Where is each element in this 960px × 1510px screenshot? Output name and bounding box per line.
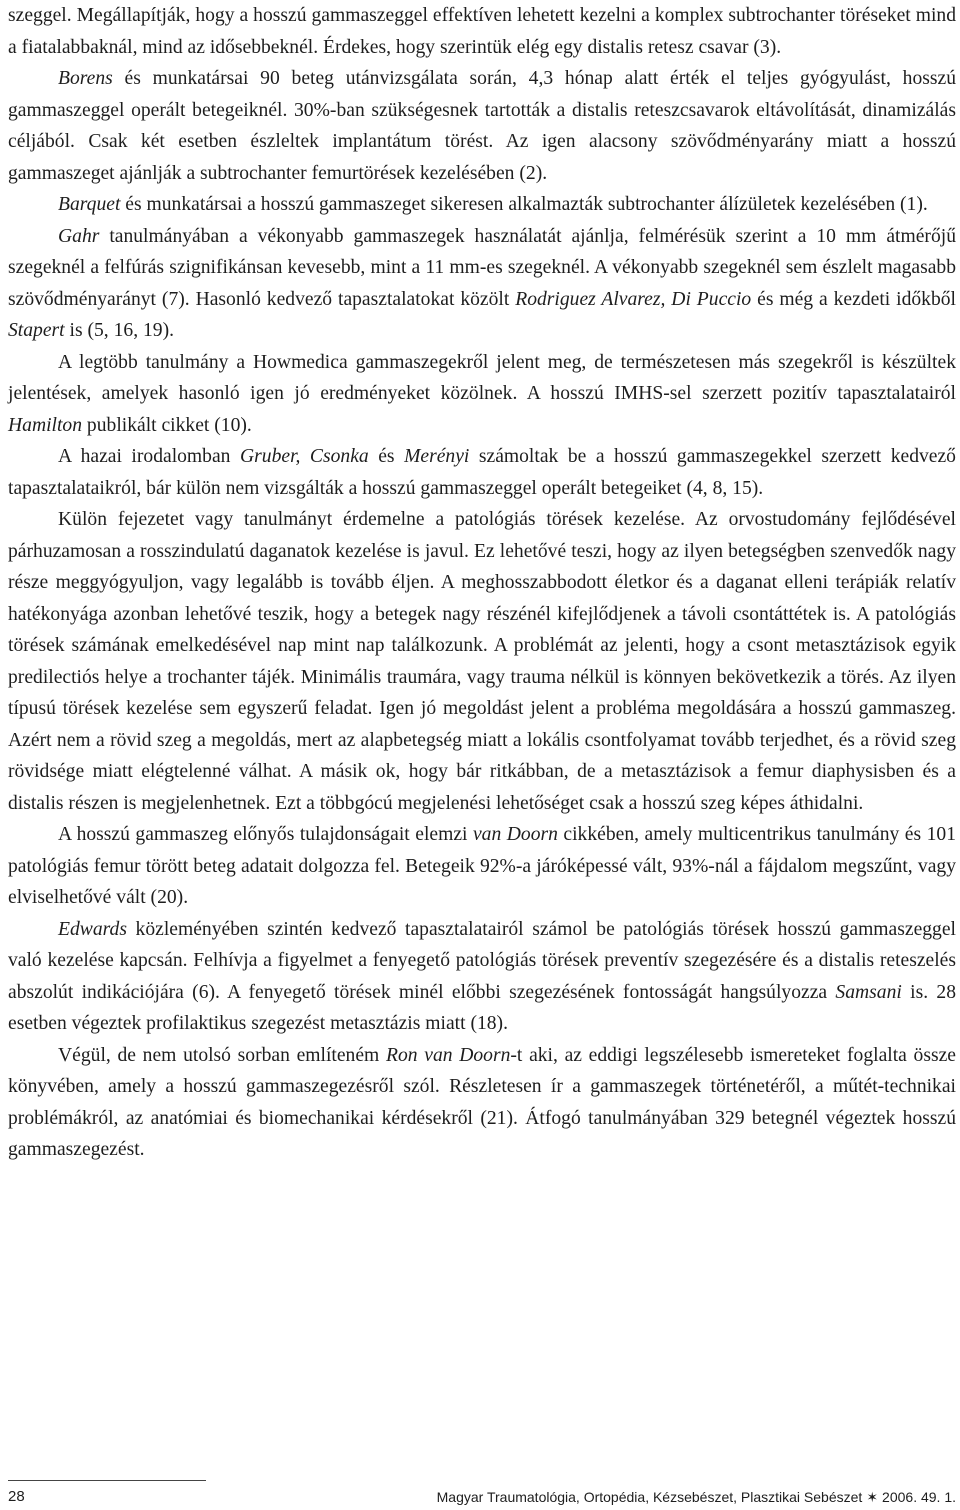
text-run: és (368, 446, 405, 467)
text-run: tanulmányában a vékonyabb gammaszegek használatát ajánlja, felmérésük szerint a 10 mm átmérőjű szegeknél a felfúrás szignifikánsan kevesebb, mint a 11 mm-es szegeknél. A vékonyabb szegeknél sem észlelt magasabb szövődményarányt (7). Hasonló kedvező tapasztalatokat közölt (8, 225, 956, 310)
paragraph (8, 819, 956, 914)
article-body (8, 0, 956, 1166)
paragraph (8, 1040, 956, 1166)
text-run: A hazai irodalomban (58, 446, 240, 467)
text-run: cikkében, amely multicentrikus tanulmány és 101 patológiás femur törött beteg adatait dolgozza fel. Betegeik 92%-a járóképessé vált, 93%-nál a fájdalom megszűnt, vagy elviselhetővé vált (20). (8, 824, 957, 908)
star-separator-icon: ✶ (866, 1489, 879, 1505)
paragraph (8, 914, 956, 1040)
article-paragraphs (8, 0, 956, 1166)
author-name: van Doorn (472, 824, 558, 845)
paragraph (8, 189, 956, 221)
text-run: -t aki, az eddigi legszélesebb ismereteket foglalta össze könyvében, amely a hosszú gammaszegezésről szól. Részletesen ír a gammaszegek történetéről, a műtét-technikai problémákról, az anatómiai és biomechanikai kérdésekről (21). Átfogó tanulmányában 329 betegnél végeztek hosszú gammaszegezést. (8, 1044, 957, 1160)
text-run: is. 28 esetben végeztek profilaktikus szegezést metasztázis miatt (18). (8, 981, 957, 1034)
text-run: és munkatársai a hosszú gammaszeget sikeresen alkalmazták subtrochanter álízületek kezelésében (1). (120, 194, 928, 215)
author-name: Ron van Doorn (386, 1044, 511, 1066)
author-name: Stapert (8, 320, 65, 341)
text-run: A legtöbb tanulmány a Howmedica gammaszegekről jelent meg, de természetesen más szegekről is készültek jelentések, amelyek hasonló igen jó eredményeket közölnek. A hosszú IMHS-sel szerzett pozitív tapasztalatairól (8, 351, 956, 404)
text-run: számoltak be a hosszú gammaszegekkel szerzett kedvező tapasztalataikról, bár külön nem vizsgálták a hosszú gammaszeggel operált betegeiket (4, 8, 15). (8, 446, 956, 499)
text-run: A hosszú gammaszeg előnyős tulajdonságait elemzi (58, 824, 473, 845)
paragraph (8, 221, 956, 347)
paragraph (8, 347, 956, 442)
journal-title: Magyar Traumatológia, Ortopédia, Kézsebészet, Plasztikai Sebészet (436, 1489, 863, 1505)
paragraph (8, 441, 956, 504)
paragraph (8, 504, 956, 819)
page-number: 28 (8, 1488, 25, 1505)
paragraph (8, 63, 956, 189)
journal-issue: 2006. 49. 1. (882, 1489, 956, 1505)
text-run: Végül, de nem utolsó sorban említeném (58, 1044, 386, 1066)
text-run: szeggel. Megállapítják, hogy a hosszú gammaszeggel effektíven lehetett kezelni a komplex subtrochanter töréseket mind a fiatalabbaknál, mind az idősebbeknél. Érdekes, hogy szerintük elég egy distalis retesz csavar (3). (8, 5, 956, 58)
text-run: közleményében szintén kedvező tapasztalatairól számol be patológiás törések hosszú gammaszeggel való kezelése kapcsán. Felhívja a figyelmet a fenyegető patológiás törések preventív szegezésére és a distalis reteszelés abszolút indikációjára (6). A fenyegető törések minél előbbi szegezésének fontosságát hangsúlyozza (8, 918, 956, 1003)
text-run: is (5, 16, 19). (64, 320, 175, 341)
author-name: Borens (58, 68, 113, 89)
author-name: Gahr (58, 225, 100, 247)
author-name: Edwards (58, 918, 127, 940)
text-run: és munkatársai 90 beteg utánvizsgálata során, 4,3 hónap alatt érték el teljes gyógyulást, hosszú gammaszeggel operált betegeiknél. 30%-ban szükségesnek tartották a distalis reteszcsavarok eltávolítását, dinamizálás céljából. Csak két esetben észleltek implantátum törést. Az igen alacsony szövődményarány miatt a hosszú gammaszeget ajánlják a subtrochanter femurtörések kezelésében (2). (8, 68, 956, 184)
footer-divider (8, 1480, 206, 1481)
author-name: Rodriguez Alvarez, Di Puccio (515, 288, 752, 310)
author-name: Hamilton (8, 414, 83, 436)
author-name: Merényi (404, 446, 470, 467)
author-name: Gruber, Csonka (240, 446, 369, 467)
author-name: Samsani (835, 981, 902, 1003)
page-footer (8, 1488, 956, 1508)
text-run: és még a kezdeti időkből (751, 288, 956, 310)
text-run: Külön fejezetet vagy tanulmányt érdemelne a patológiás törések kezelése. Az orvostudomány fejlődésével párhuzamosan a rosszindulatú daganatok kezelése is javul. Ez lehetővé teszi, hogy az ilyen betegségben szenvedők nagy része meggyógyuljon, vagy legalább is tovább éljen. A meghosszabbodott életkor és a daganat elleni terápiák relatív hatékonyága azonban lehetővé teszik, hogy a betegek nagy részénél kifejlődjenek a távoli csontáttétek is. A patológiás törések számának emelkedésével nap mint nap találkozunk. A problémát az jelenti, hogy a csont metasztázisok egyik predilectiós helye a trochanter tájék. Minimális traumára, vagy trauma nélkül is könnyen bekövetkezik a törés. Az ilyen típusú törések kezelése sem egyszerű feladat. Igen jó megoldást jelent a probléma megoldására a hosszú gammaszeg. Azért nem a rövid szeg a megoldás, mert az alapbetegség miatt a lokális csontfolyamat tovább terjedhet, és a rövid szeg rövidsége miatt elégtelenné válhat. A másik ok, hogy bár ritkábban, de a metasztázisok a femur diaphysisben és a distalis részen is megjelenhetnek. Ezt a többgócú megjelenési lehetőséget csak a hosszú szeg képes áthidalni. (8, 509, 956, 814)
author-name: Barquet (58, 194, 121, 215)
paragraph (8, 0, 956, 63)
text-run: publikált cikket (10). (82, 414, 252, 436)
journal-citation (437, 1489, 956, 1506)
